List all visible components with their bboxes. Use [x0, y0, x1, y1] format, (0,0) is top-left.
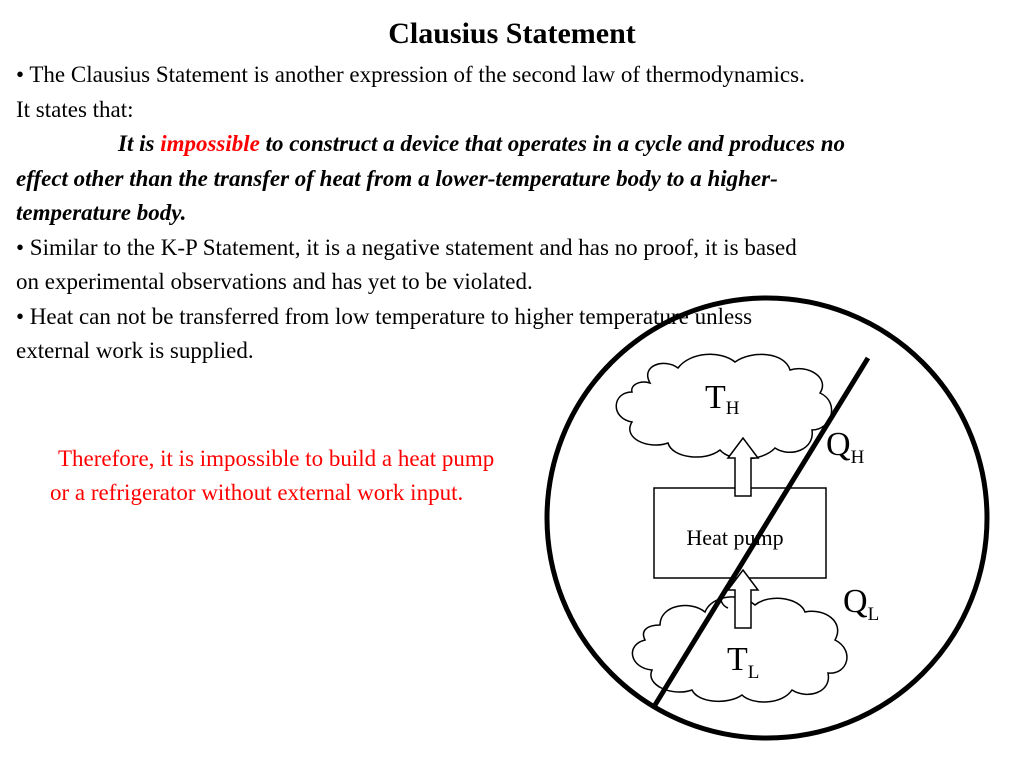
- hot-symbol: T: [705, 379, 726, 416]
- bullet-2-line-2: on experimental observations and has yet to be violated.: [16, 269, 533, 294]
- ql-symbol: Q: [843, 583, 868, 620]
- heat-pump-label: Heat pump: [686, 525, 784, 550]
- qh-subscript: H: [850, 447, 865, 468]
- statement-line-1-rest: to construct a device that operates in a cycle and produces no: [259, 131, 846, 156]
- bullet-3-line-2: external work is supplied.: [16, 338, 254, 363]
- statement-highlight: impossible: [160, 131, 260, 156]
- bullet-1-line-1: • The Clausius Statement is another expression of the second law of thermodynamics.: [16, 62, 805, 87]
- statement-line-2: effect other than the transfer of heat from a lower-temperature body to a higher-: [16, 165, 778, 191]
- hot-subscript: H: [725, 398, 740, 419]
- statement-prefix: It is: [118, 131, 161, 156]
- bullet-1-line-2: It states that:: [16, 96, 134, 122]
- statement-line-3: temperature body.: [16, 200, 187, 225]
- conclusion-content: Therefore, it is impossible to build a heat pump or a refrigerator without external work input.: [50, 446, 495, 505]
- cold-symbol: T: [727, 641, 748, 678]
- qh-symbol: Q: [826, 426, 851, 463]
- ql-subscript: L: [867, 604, 880, 625]
- bullet-3-line-1: • Heat can not be transferred from low temperature to higher temperature unless: [16, 303, 753, 329]
- bullet-2-line-1: • Similar to the K-P Statement, it is a negative statement and has no proof, it is based: [16, 234, 797, 260]
- qh-label: [826, 426, 865, 468]
- slide-title: Clausius Statement: [388, 17, 636, 50]
- cold-subscript: L: [747, 662, 760, 683]
- ql-label: [843, 583, 879, 625]
